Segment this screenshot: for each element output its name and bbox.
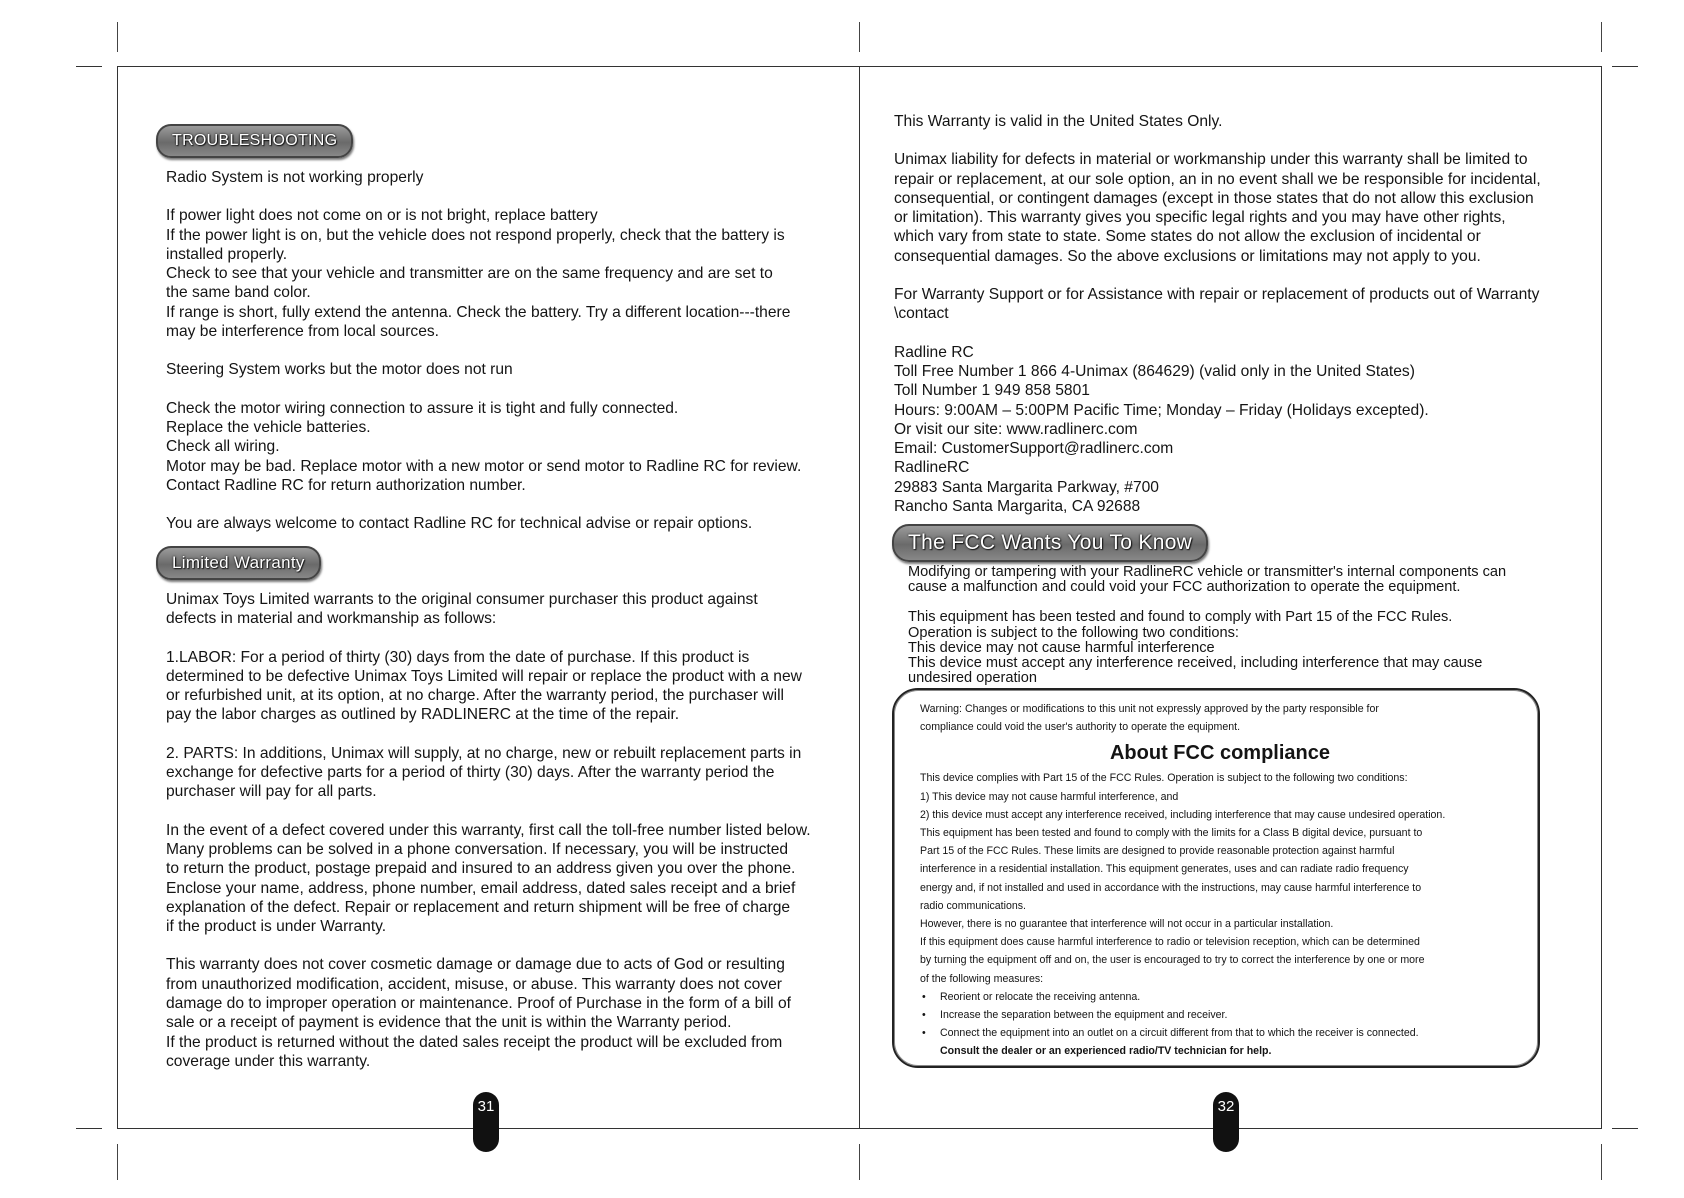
crop-mark xyxy=(1601,22,1602,52)
crop-mark xyxy=(76,66,102,67)
page-number-right: 32 xyxy=(1213,1092,1239,1152)
steering-heading: Steering System works but the motor does not run xyxy=(166,361,513,379)
fcc-bullet: • Connect the equipment into an outlet on a circuit different from that to which the receiver is connected. xyxy=(920,1024,1520,1042)
warranty-labor: 1.LABOR: For a period of thirty (30) days from the date of purchase. If this product is determined to be defective Unimax Toys Limited will repair or replace the product with a new or refurbished unit, at its option, at no charge. After the warranty period, the purchaser will pay the labor charges as outlined by RADLINERC at the time of the repair. xyxy=(166,648,802,724)
left-column xyxy=(166,168,846,533)
crop-mark xyxy=(1612,1128,1638,1129)
crop-mark xyxy=(859,1144,860,1180)
steering-lines: Check the motor wiring connection to assure it is tight and fully connected. Replace the vehicle batteries. Check all wiring. Motor may be bad. Replace motor with a new motor or send motor to Radline RC for review. Contact Radline RC for return authorization number. xyxy=(166,399,802,494)
warranty-parts: 2. PARTS: In additions, Unimax will supply, at no charge, new or rebuilt replacement parts in exchange for defective parts for a period of thirty (30) days. After the warranty period the purchaser will pay for all parts. xyxy=(166,744,802,801)
crop-mark xyxy=(117,22,118,52)
warranty-intro: Unimax Toys Limited warrants to the original consumer purchaser this product against defects in material and workmanship as follows: xyxy=(166,591,758,628)
fcc-box-title: About FCC compliance xyxy=(1109,742,1330,765)
page-number-left: 31 xyxy=(473,1092,499,1152)
radio-heading: Radio System is not working properly xyxy=(166,169,424,186)
page-border-bottom xyxy=(117,1128,1602,1129)
fcc-text xyxy=(908,565,1548,686)
crop-mark xyxy=(859,22,860,52)
warranty-defect: In the event of a defect covered under this warranty, first call the toll-free number listed below. Many problems can be solved in a phone conversation. If necessary, you will be instructed to return the product, postage prepaid and insured to an address given you over the phone. Enclose your name, address, phone number, email address, dated sales receipt and a brief explanation of the defect. Repair or replacement and return shipment will be free of charge if the product is under Warranty. xyxy=(166,821,811,936)
fcc-tested: This equipment has been tested and found to comply with Part 15 of the FCC Rules. Operation is subject to the following two conditions: This device may not cause harmful interference This device must accept any interference received, including interference that may cause undesired operation xyxy=(908,609,1483,687)
contact-line: You are always welcome to contact Radline RC for technical advise or repair options. xyxy=(166,515,753,533)
fcc-header: The FCC Wants You To Know xyxy=(892,524,1208,562)
warranty-column xyxy=(166,590,846,1071)
liability: Unimax liability for defects in material or workmanship under this warranty shall be limited to repair or replacement, at our sole option, an in no event shall we be responsible for incidental, consequential, or contingent damages (except in those states that do not allow this exclusion or limitation). This warranty gives you specific legal rights and you may have other rights, which vary from state to state. Some states do not allow the exclusion of incidental or consequential damages. So the above exclusions or limitations may not apply to you. xyxy=(894,151,1541,265)
contact-block: Radline RC Toll Free Number 1 866 4-Unimax (864629) (valid only in the United States) Toll Number 1 949 858 5801 Hours: 9:00AM – 5:00PM Pacific Time; Monday – Friday (Holidays excepted). Or visit our site: www.radlinerc.com Email: CustomerSupport@radlinerc.com RadlineRC 29883 Santa Margarita Parkway, #700 Rancho Santa Margarita, CA 92688 xyxy=(894,343,1429,516)
page-border-left xyxy=(117,66,118,1128)
radio-lines: If power light does not come on or is not bright, replace battery If the power light is on, but the vehicle does not respond properly, check that the battery is installed properly. Check to see that your vehicle and transmitter are on the same frequency and are set to the same band color. If range is short, fully extend the antenna. Check the battery. Try a different location---there may be interference from local sources. xyxy=(166,207,791,341)
page-gutter xyxy=(859,66,860,1128)
fcc-consult: Consult the dealer or an experienced radio/TV technician for help. xyxy=(940,1045,1272,1058)
valid-line: This Warranty is valid in the United States Only. xyxy=(894,113,1223,130)
page-border-right xyxy=(1601,66,1602,1128)
fcc-compliance-box xyxy=(892,688,1540,1068)
support: For Warranty Support or for Assistance with repair or replacement of products out of Warranty \contact xyxy=(894,286,1540,323)
crop-mark xyxy=(76,1128,102,1129)
troubleshooting-header: TROUBLESHOOTING xyxy=(156,124,353,158)
warranty-cosmetic: This warranty does not cover cosmetic damage or damage due to acts of God or resulting from unauthorized modification, accident, misuse, or abuse. This warranty does not cover damage do to improper operation or maintenance. Proof of Purchase in the form of a bill of sale or a receipt of payment is evidence that the unit is within the Warranty period. If the product is returned without the dated sales receipt the product will be excluded from coverage under this warranty. xyxy=(166,956,791,1070)
right-column xyxy=(894,112,1574,516)
fcc-bullet: • Reorient or relocate the receiving antenna. xyxy=(920,988,1520,1006)
fcc-warning: Warning: Changes or modifications to this unit not expressly approved by the party responsible for compliance could void the user's authority to operate the equipment. xyxy=(920,703,1379,734)
fcc-bullet: • Increase the separation between the equipment and receiver. xyxy=(920,1006,1520,1024)
fcc-box-body: This device complies with Part 15 of the FCC Rules. Operation is subject to the following two conditions: 1) This device may not cause harmful interference, and 2) this device must accept any interference received, including interference that may cause undesired operation. This equipment has been tested and found to comply with the limits for a Class B digital device, pursuant to Part 15 of the FCC Rules. These limits are designed to provide reasonable protection against harmful interference in a residential installation. This equipment generates, uses and can radiate radio frequency energy and, if not installed and used in accordance with the instructions, may cause harmful interference to radio communications. However, there is no guarantee that interference will not occur in a particular installation. If this equipment does cause harmful interference to radio or television reception, which can be determined by turning the equipment off and on, the user is encouraged to try to correct the interference by one or more of the following measures: xyxy=(920,772,1446,985)
crop-mark xyxy=(1601,1144,1602,1180)
fcc-modify: Modifying or tampering with your RadlineRC vehicle or transmitter's internal components can cause a malfunction and could void your FCC authorization to operate the equipment. xyxy=(908,564,1507,596)
warranty-header: Limited Warranty xyxy=(156,546,321,580)
crop-mark xyxy=(117,1144,118,1180)
fcc-box-inner xyxy=(920,700,1520,1061)
crop-mark xyxy=(1612,66,1638,67)
